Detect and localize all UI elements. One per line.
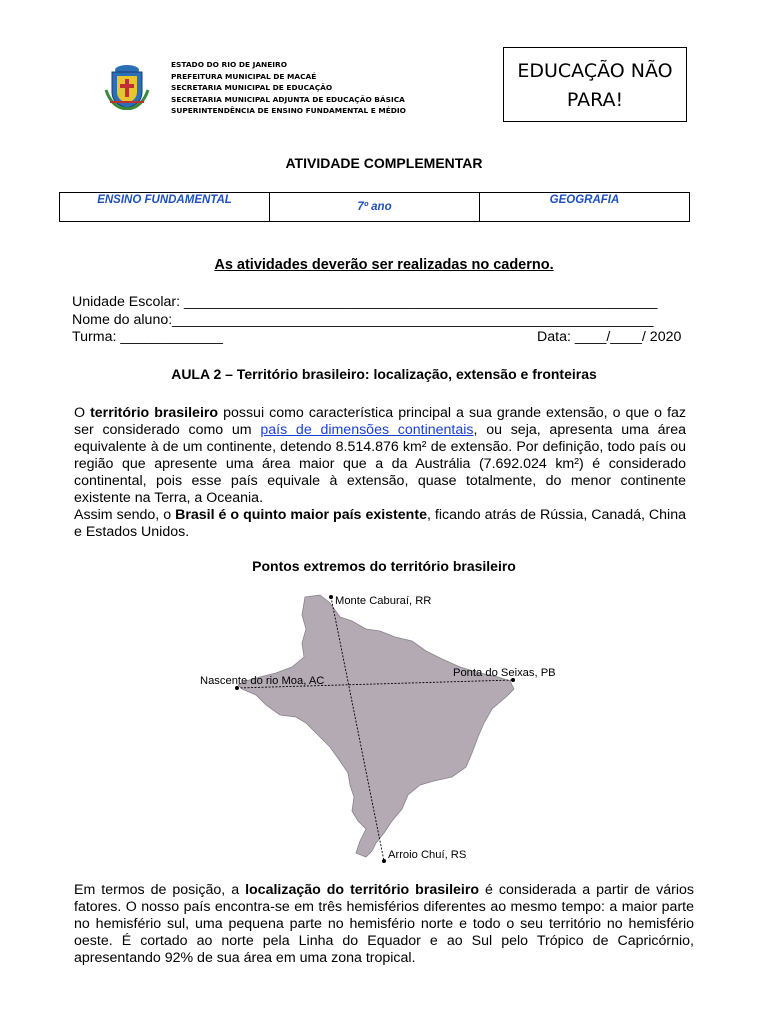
school-label: Unidade Escolar: (72, 294, 181, 310)
education-badge (503, 47, 687, 122)
intro-bold: território brasileiro (90, 405, 219, 421)
position-bold: localização do território brasileiro (245, 882, 480, 898)
grade-value: 7º ano (357, 201, 392, 213)
intro-text: , ficando atrás de Rússia, Canadá, China e Estados Unidos. (74, 507, 686, 540)
subject-value: GEOGRAFIA (549, 194, 620, 206)
info-table (59, 192, 690, 222)
header-line: SECRETARIA MUNICIPAL ADJUNTA DE EDUCAÇÃO BÁSICA (171, 94, 405, 104)
coat-of-arms-logo (104, 62, 150, 110)
level-value: ENSINO FUNDAMENTAL (97, 194, 232, 206)
east-label: Ponta do Seixas, PB (453, 667, 556, 679)
header-line: SUPERINTENDÊNCIA DE ENSINO FUNDAMENTAL E MÉDIO (171, 106, 406, 115)
continental-dimensions-link[interactable]: país de dimensões continentais (260, 422, 474, 438)
header-line: PREFEITURA MUNICIPAL DE MACAÉ (171, 71, 317, 81)
class-label: Turma: (72, 329, 117, 345)
south-point (382, 859, 386, 863)
intro-text: , ou seja, apresenta uma área equivalente à de um continente, detendo 8.514.876 km² de extensão. Por definição, todo país ou região que apresente uma área maior que a da Austrália (7.692.024 km²) é considerado continental, pois esse país equivale à extensão, quase totalmente, do menor continente existente na Terra, a Oceania. (74, 422, 686, 506)
south-label: Arroio Chuí, RS (388, 849, 467, 861)
header-line: SECRETARIA MUNICIPAL DE EDUCAÇÃO (171, 83, 333, 92)
position-text: Em termos de posição, a (74, 882, 246, 898)
intro-text: Assim sendo, o (74, 507, 176, 523)
subject-cell (480, 193, 689, 221)
header-line: ESTADO DO RIO DE JANEIRO (171, 60, 288, 69)
badge-line: EDUCAÇÃO NÃO (517, 60, 673, 82)
intro-paragraph (74, 405, 686, 541)
intro-bold: Brasil é o quinto maior país existente (175, 507, 427, 523)
intro-text: possui como característica principal a sua grande extensão, o que o faz ser considerado como um (74, 405, 687, 438)
position-paragraph (74, 882, 694, 967)
map-title: Pontos extremos do território brasileiro (252, 558, 516, 574)
instruction: As atividades deverão ser realizadas no caderno. (214, 257, 554, 273)
north-point (329, 595, 333, 599)
class-input[interactable]: _____________ (120, 329, 223, 345)
class-field-line (72, 329, 223, 346)
student-input[interactable]: _____________________________________________________________ (172, 312, 654, 328)
north-label: Monte Caburaí, RR (335, 595, 432, 607)
brazil-map (180, 585, 600, 875)
date-field[interactable]: Data: ____/____/ 2020 (537, 329, 682, 345)
student-label: Nome do aluno: (72, 312, 173, 328)
grade-cell (270, 193, 480, 221)
level-cell (60, 193, 270, 221)
school-input[interactable]: ____________________________________________________________ (184, 294, 658, 310)
school-field-line (72, 294, 657, 311)
badge-line: PARA! (566, 89, 624, 111)
student-field-line (72, 312, 654, 329)
position-text: é considerada a partir de vários fatores. O nosso país encontra-se em três hemisférios diferentes ao mesmo tempo: a maior parte no hemisfério sul, uma pequena parte no hemisfério norte e todo o seu território no hemisfério oeste. É cortado ao norte pela Linha do Equador e ao Sul pelo Trópico de Capricórnio, apresentando 92% de sua área em uma zona tropical. (74, 882, 694, 966)
lesson-title: AULA 2 – Território brasileiro: localização, extensão e fronteiras (171, 366, 597, 382)
page-title: ATIVIDADE COMPLEMENTAR (285, 155, 483, 171)
brazil-territory-shape (238, 595, 514, 857)
west-label: Nascente do rio Moa, AC (200, 675, 325, 687)
header-institution-lines (171, 59, 406, 117)
intro-text: O (74, 405, 91, 421)
